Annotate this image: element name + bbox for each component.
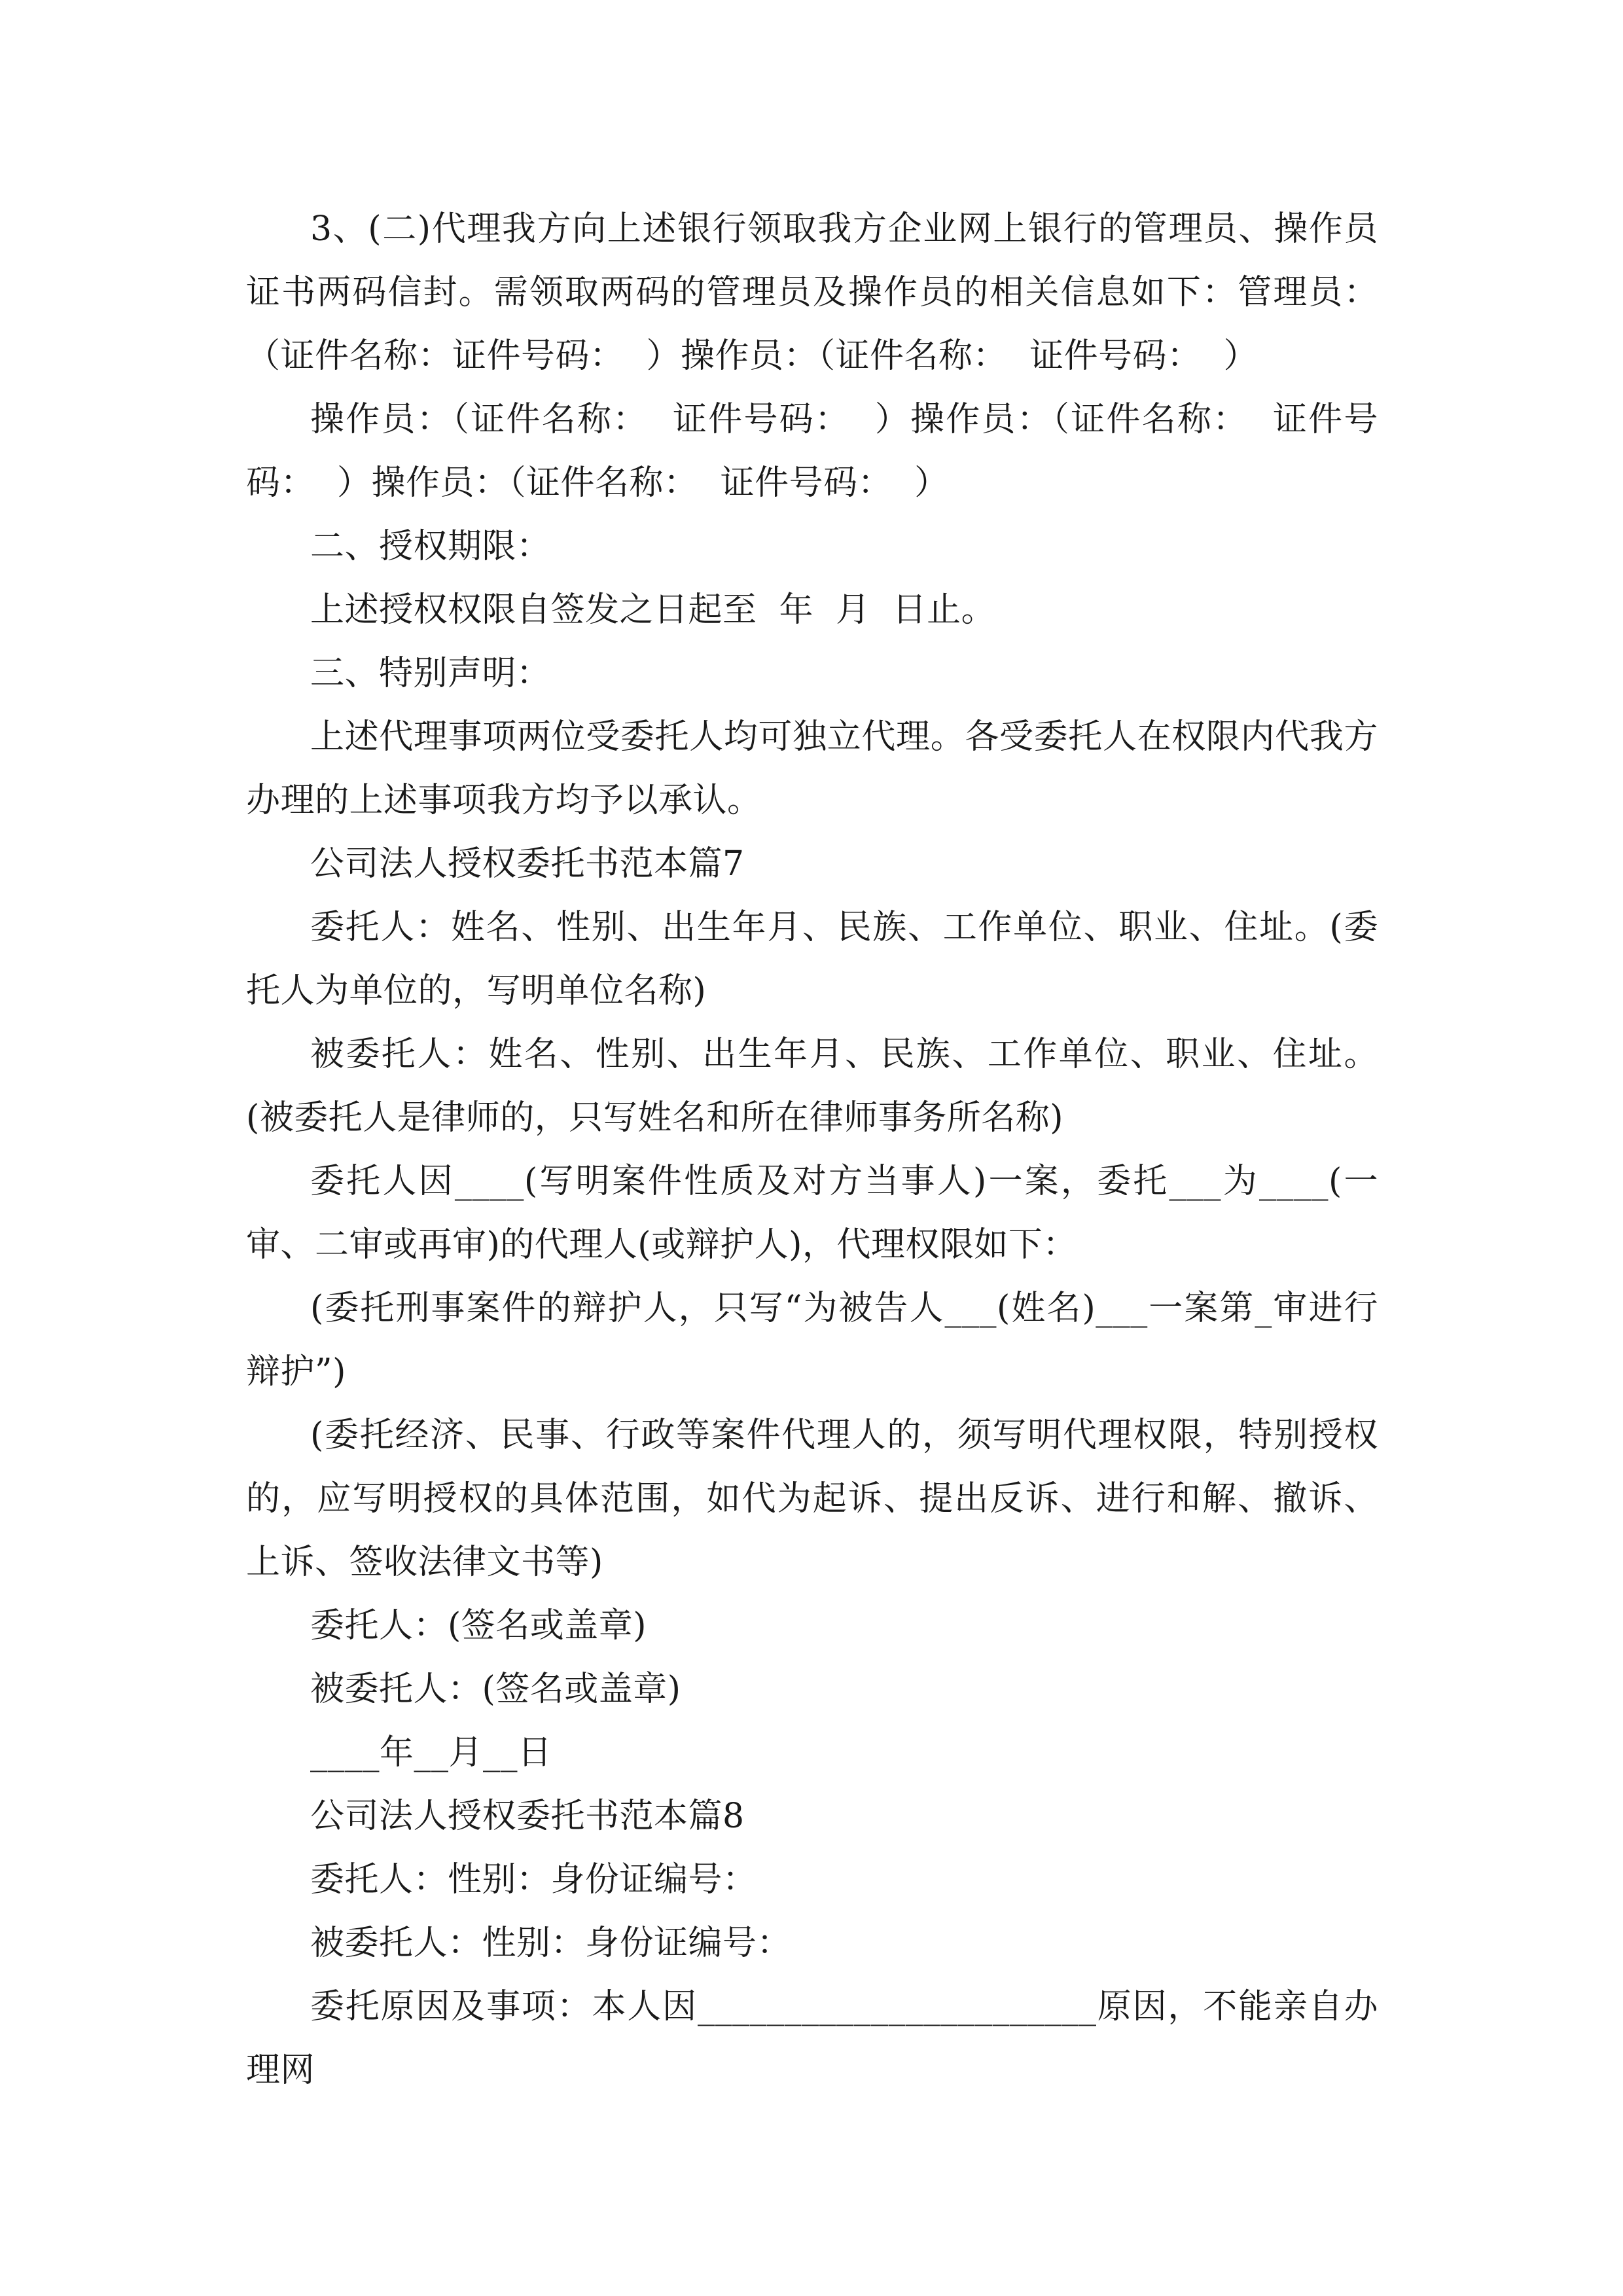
- heading-template-8: 公司法人授权委托书范本篇8: [310, 1797, 745, 1836]
- field-delegation-reason: 委托原因及事项：本人因_______________________原因，不能亲自办理网: [246, 1987, 1378, 2090]
- heading-template-7: 公司法人授权委托书范本篇7: [310, 844, 745, 884]
- paragraph-principal-info: 委托人：姓名、性别、出生年月、民族、工作单位、职业、住址。(委托人为单位的，写明单位名称): [246, 908, 1378, 1011]
- field-agent-id: 被委托人：性别：身份证编号：: [310, 1924, 792, 1963]
- field-principal-id: 委托人：性别：身份证编号：: [310, 1860, 757, 1899]
- heading-special-statement: 三、特别声明：: [310, 654, 551, 693]
- paragraph-manager-operator-certificates: 3、(二)代理我方向上述银行领取我方企业网上银行的管理员、操作员证书两码信封。需领取两码的管理员及操作员的相关信息如下：管理员：（证件名称：证件号码： ）操作员：（证件名称： 证件号码： ）: [246, 209, 1378, 376]
- heading-authorization-period: 二、授权期限：: [310, 527, 551, 566]
- document-page: [246, 198, 1378, 2102]
- paragraph-operator-list: 操作员：（证件名称： 证件号码： ）操作员：（证件名称： 证件号码： ）操作员：（证件名称： 证件号码： ）: [246, 400, 1378, 503]
- date-line: ____年__月__日: [310, 1733, 552, 1772]
- signature-agent: 被委托人：(签名或盖章): [310, 1670, 681, 1709]
- paragraph-case-delegation: 委托人因____(写明案件性质及对方当事人)一案，委托___为____(一审、二审或再审)的代理人(或辩护人)，代理权限如下：: [246, 1162, 1378, 1265]
- paragraph-criminal-defense-note: (委托刑事案件的辩护人，只写“为被告人___(姓名)___一案第_审进行辩护”): [246, 1289, 1378, 1391]
- paragraph-civil-agency-note: (委托经济、民事、行政等案件代理人的，须写明代理权限，特别授权的，应写明授权的具体范围，如代为起诉、提出反诉、进行和解、撤诉、上诉、签收法律文书等): [246, 1416, 1378, 1582]
- paragraph-special-statement: 上述代理事项两位受委托人均可独立代理。各受委托人在权限内代我方办理的上述事项我方均予以承认。: [246, 717, 1378, 820]
- paragraph-authorization-period: 上述授权权限自签发之日起至 年 月 日止。: [310, 590, 996, 630]
- signature-principal: 委托人：(签名或盖章): [310, 1606, 647, 1645]
- paragraph-agent-info: 被委托人：姓名、性别、出生年月、民族、工作单位、职业、住址。(被委托人是律师的，只写姓名和所在律师事务所名称): [246, 1035, 1378, 1138]
